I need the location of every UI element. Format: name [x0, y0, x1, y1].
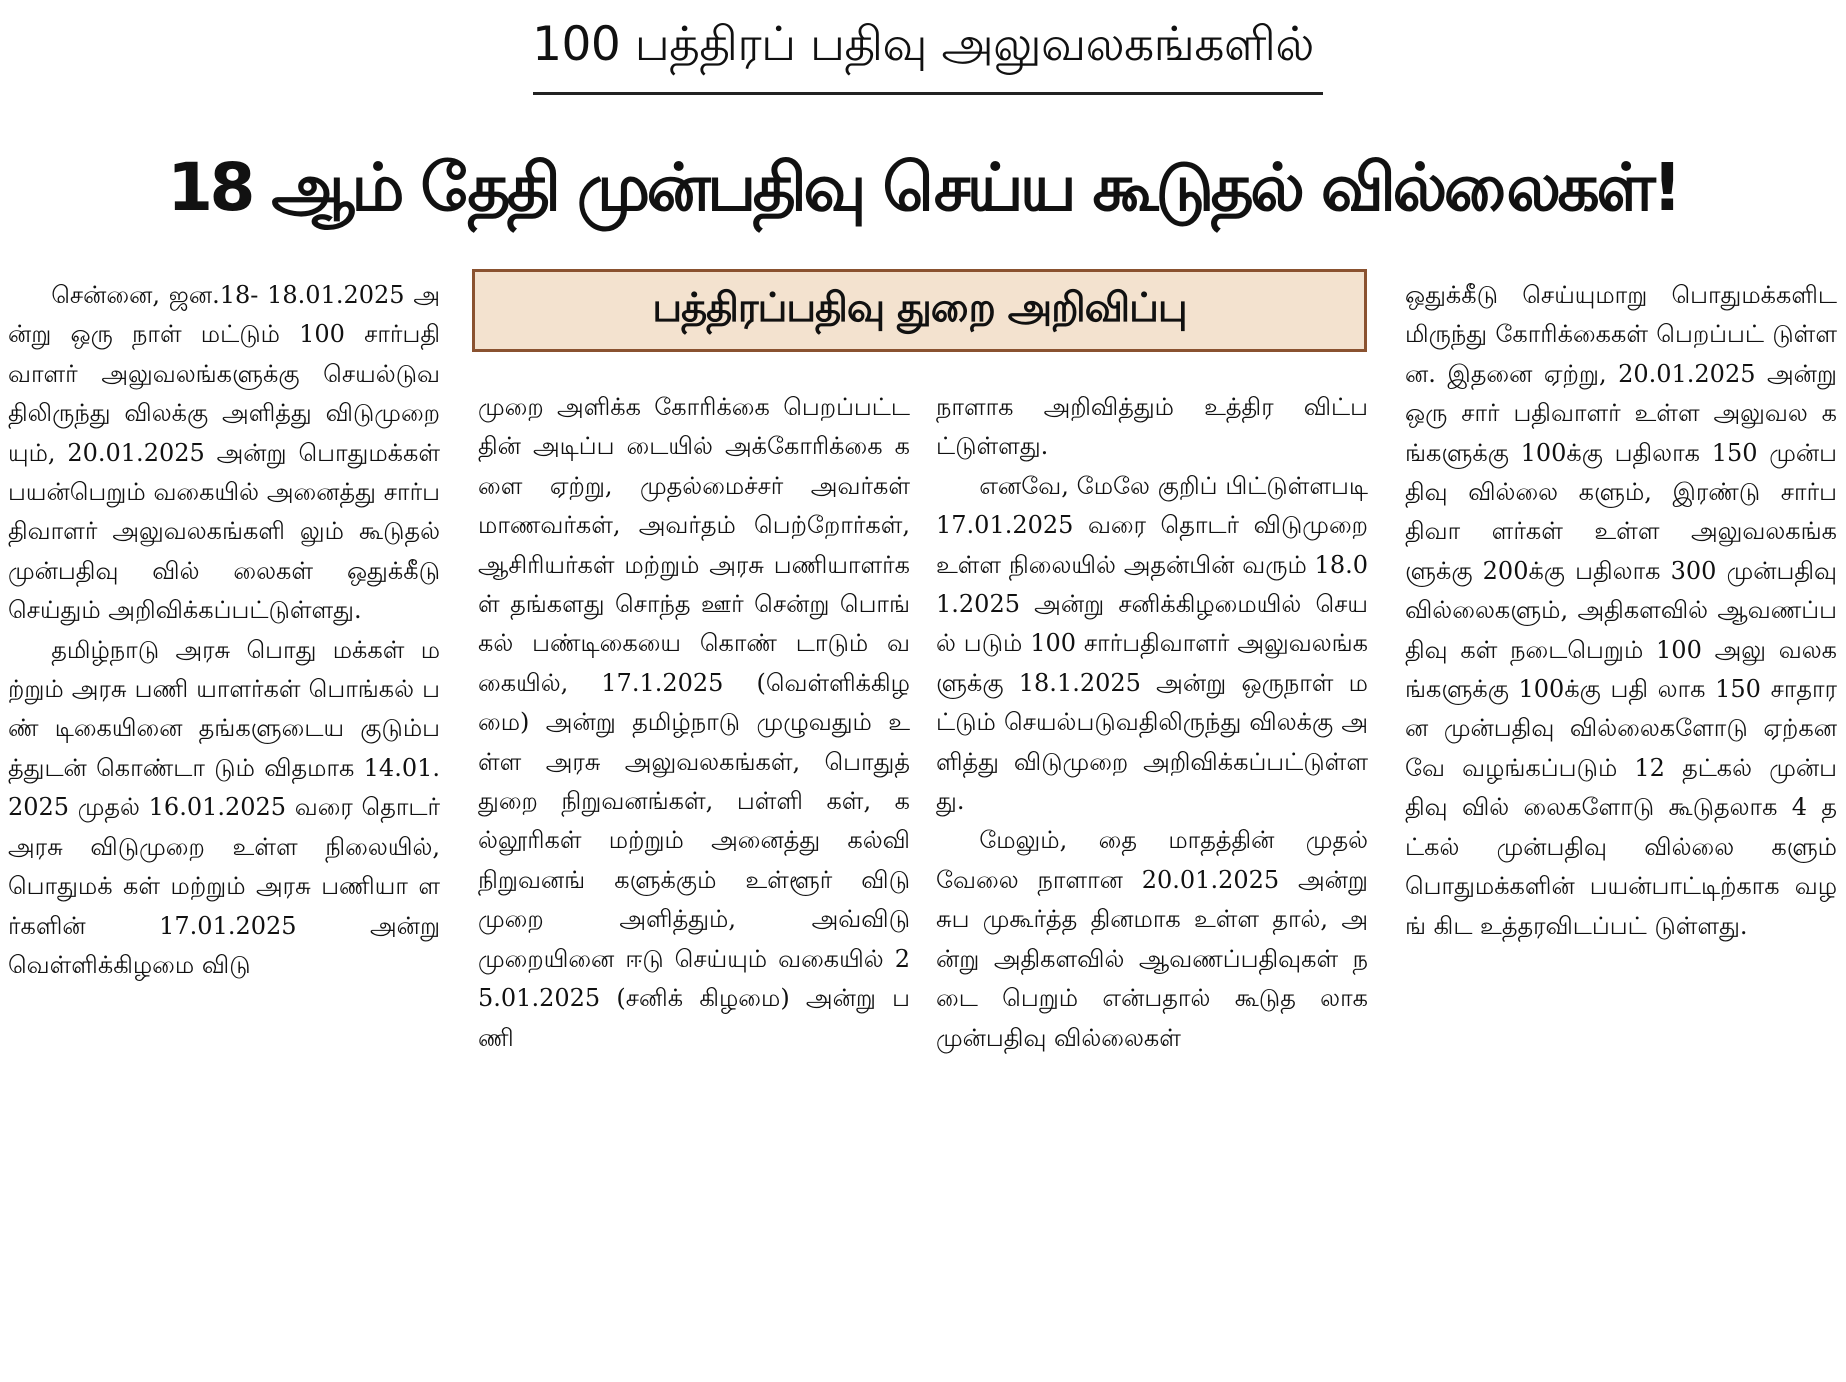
- main-headline: 18 ஆம் தேதி முன்பதிவு செய்ய கூடுதல் வில்லைகள்!: [167, 149, 1679, 226]
- article-paragraph: ஒதுக்கீடு செய்யுமாறு பொதுமக்களிடமிருந்து கோரிக்கைகள் பெறப்பட் டுள்ளன. இதனை ஏற்று, 20.01.2025 அன்று ஒரு சார் பதிவாளர் உள்ள அலுவல கங்களுக்கு 100க்கு பதிலாக 150 முன்பதிவு வில்லை களும், இரண்டு சார்பதிவா ளர்கள் உள்ள அலுவலகங்க ளுக்கு 200க்கு பதிலாக 300 முன்பதிவு வில்லைகளும், அதிகளவில் ஆவணப்பதிவு கள் நடைபெறும் 100 அலு வலகங்களுக்கு 100க்கு பதி லாக 150 சாதாரன முன்பதிவு வில்லைகளோடு ஏற்கனவே வழங்கப்படும் 12 தட்கல் முன்பதிவு வில் லைகளோடு கூடுதலாக 4 தட்கல் முன்பதிவு வில்லை களும் பொதுமக்களின் பயன்பாட்டிற்காக வழங் கிட உத்தரவிடப்பட் டுள்ளது.: [1405, 281, 1837, 940]
- article-paragraph: மேலும், தை மாதத்தின் முதல் வேலை நாளான 20.01.2025 அன்று சுப முகூர்த்த தினமாக உள்ள தால், அன்று அதிகளவில் ஆவணப்பதிவுகள் நடை பெறும் என்பதால் கூடுத லாக முன்பதிவு வில்லைகள்: [936, 826, 1368, 1052]
- kicker-underline: [533, 92, 1323, 95]
- article-column-2: [478, 388, 910, 1382]
- article-paragraph: தமிழ்நாடு அரசு பொது மக்கள் மற்றும் அரசு பணி யாளர்கள் பொங்கல் பண் டிகையினை தங்களுடைய குடும்பத்துடன் கொண்டா டும் விதமாக 14.01.2025 முதல் 16.01.2025 வரை தொடர் அரசு விடுமுறை உள்ள நிலையில், பொதுமக் கள் மற்றும் அரசு பணியா ளர்களின் 17.01.2025 அன்று வெள்ளிக்கிழமை விடு: [8, 635, 440, 979]
- article-column-4: [1405, 276, 1837, 1270]
- notice-box: பத்திரப்பதிவு துறை அறிவிப்பு: [472, 269, 1367, 352]
- article-paragraph: முறை அளிக்க கோரிக்கை பெறப்பட்டதின் அடிப்ப டையில் அக்கோரிக்கை களை ஏற்று, முதல்மைச்சர் அவர்கள் மாணவர்கள், அவர்தம் பெற்றோர்கள், ஆசிரியர்கள் மற்றும் அரசு பணியாளர்கள் தங்களது சொந்த ஊர் சென்று பொங் கல் பண்டிகையை கொண் டாடும் வகையில், 17.1.2025 (வெள்ளிக்கிழமை) அன்று தமிழ்நாடு முழுவதும் உள்ள அரசு அலுவலகங்கள், பொதுத் துறை நிறுவனங்கள், பள்ளி கள், கல்லூரிகள் மற்றும் அனைத்து கல்வி நிறுவனங் களுக்கும் உள்ளூர் விடு முறை அளித்தும், அவ்விடு முறையினை ஈடு செய்யும் வகையில் 25.01.2025 (சனிக் கிழமை) அன்று பணி: [478, 393, 910, 1052]
- article-paragraph: நாளாக அறிவித்தும் உத்திர விட்பட்டுள்ளது.: [936, 393, 1368, 461]
- article-column-3: [936, 388, 1368, 1382]
- kicker-headline: 100 பத்திரப் பதிவு அலுவலகங்களில்: [532, 17, 1314, 72]
- article-column-1: [8, 276, 440, 1270]
- article-paragraph: சென்னை, ஜன.18- 18.01.2025 அன்று ஒரு நாள் மட்டும் 100 சார்பதி வாளர் அலுவலங்களுக்கு செயல்டுவதிலிருந்து விலக்கு அளித்து விடுமுறை யும், 20.01.2025 அன்று பொதுமக்கள் பயன்பெறும் வகையில் அனைத்து சார்ப திவாளர் அலுவலகங்களி லும் கூடுதல் முன்பதிவு வில் லைகள் ஒதுக்கீடு செய்தும் அறிவிக்கப்பட்டுள்ளது.: [8, 281, 440, 625]
- article-paragraph: எனவே, மேலே குறிப் பிட்டுள்ளபடி 17.01.2025 வரை தொடர் விடுமுறை உள்ள நிலையில் அதன்பின் வரும் 18.01.2025 அன்று சனிக்கிழமையில் செயல் படும் 100 சார்பதிவாளர் அலுவலங்களுக்கு 18.1.2025 அன்று ஒருநாள் மட்டும் செயல்படுவதிலிருந்து விலக்கு அளித்து விடுமுறை அறிவிக்கப்பட்டுள்ளது.: [936, 471, 1368, 816]
